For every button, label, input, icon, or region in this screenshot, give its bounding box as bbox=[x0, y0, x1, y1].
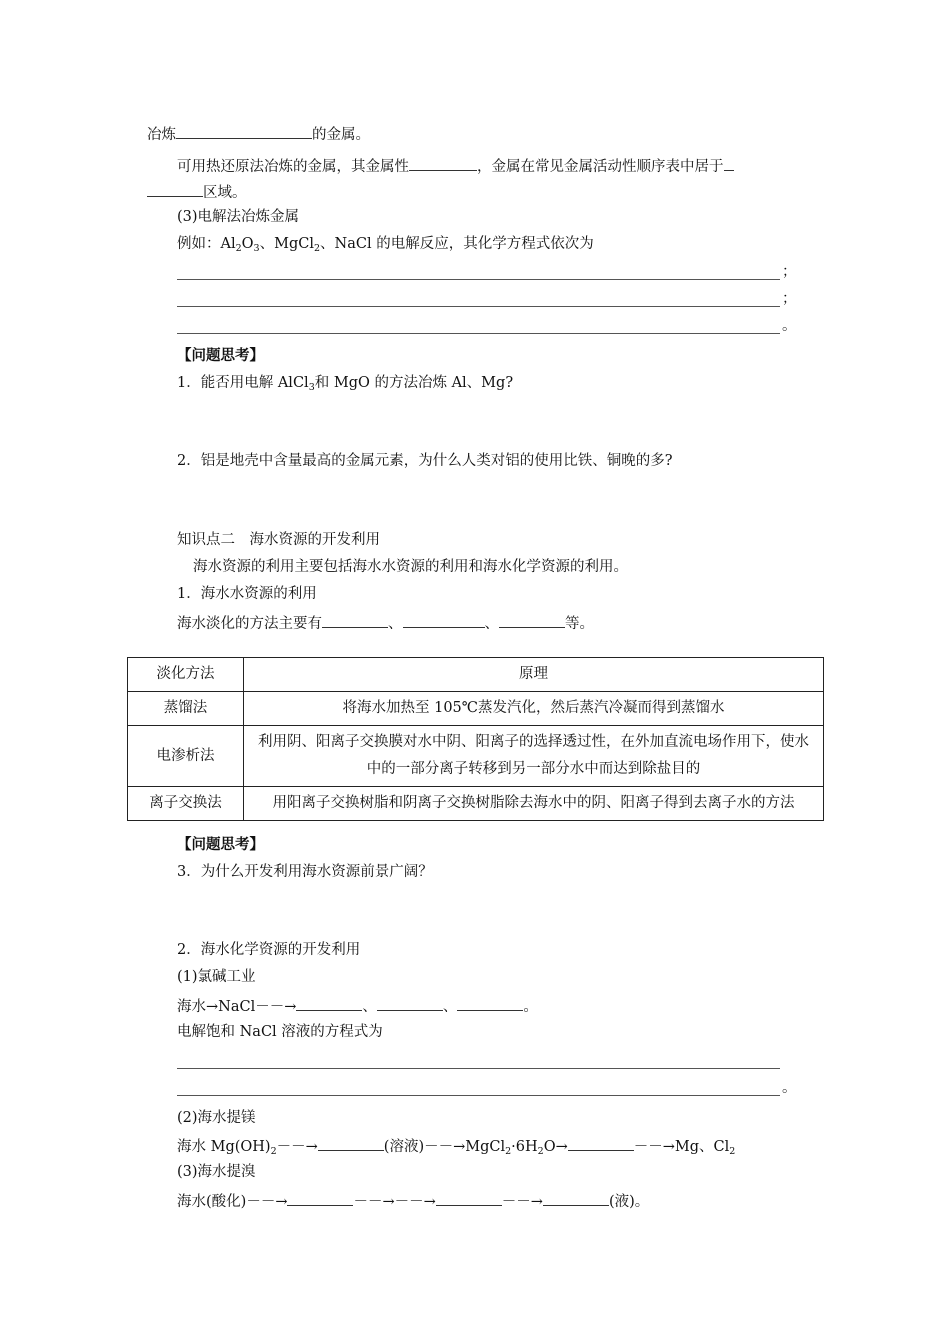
chlor-alkali-title: (1)氯碱工业 bbox=[177, 969, 256, 985]
principle-cell: 用阳离子交换树脂和阴离子交换树脂除去海水中的阴、阳离子得到去离子水的方法 bbox=[244, 787, 824, 821]
electrolysis-heading: (3)电解法冶炼金属 bbox=[177, 209, 300, 225]
blank[interactable] bbox=[377, 995, 443, 1011]
answer-line-1[interactable] bbox=[177, 279, 780, 280]
think-heading-2: 【问题思考】 bbox=[177, 836, 264, 853]
blank[interactable] bbox=[296, 995, 362, 1011]
semicolon: ； bbox=[782, 291, 797, 307]
desalination-table bbox=[127, 657, 824, 821]
header-principle: 原理 bbox=[244, 658, 824, 692]
method-cell: 蒸馏法 bbox=[128, 692, 244, 726]
blank[interactable] bbox=[568, 1135, 634, 1151]
blank[interactable] bbox=[499, 612, 565, 628]
answer-line-3[interactable] bbox=[177, 333, 780, 334]
blank[interactable] bbox=[403, 612, 485, 628]
table-header-row bbox=[128, 658, 824, 692]
blank[interactable] bbox=[176, 123, 312, 139]
bromine-line: 海水(酸化)－－→ －－→－－→ －－→ (液)。 bbox=[177, 1190, 649, 1212]
section-2-title: 2．海水化学资源的开发利用 bbox=[177, 942, 361, 958]
knowledge-point-2: 知识点二 海水资源的开发利用 bbox=[177, 532, 380, 548]
blank[interactable] bbox=[543, 1190, 609, 1206]
blank[interactable] bbox=[457, 995, 523, 1011]
l2-line: 可用热还原法冶炼的金属，其金属性 ，金属在常见金属活动性顺序表中居于 bbox=[177, 155, 734, 177]
answer-line-4[interactable] bbox=[177, 1068, 780, 1069]
method-cell: 电渗析法 bbox=[128, 726, 244, 787]
chlor-alkali-line: 海水→NaCl－－→ 、 、 。 bbox=[177, 995, 538, 1017]
magnesium-line: 海水 $Mg(OH)_2--\to$ (溶液)$--\to MgCl_2\cdot 6H_2O\to --\to Mg$、$Cl_2$ bbox=[177, 1135, 735, 1157]
section-1-title: 1．海水水资源的利用 bbox=[177, 586, 317, 602]
blank[interactable] bbox=[322, 612, 388, 628]
magnesium-title: (2)海水提镁 bbox=[177, 1110, 256, 1126]
table-row bbox=[128, 726, 824, 787]
header-method: 淡化方法 bbox=[128, 658, 244, 692]
l3-line: 区域。 bbox=[147, 181, 247, 203]
table-row bbox=[128, 692, 824, 726]
question-3: 3．为什么开发利用海水资源前景广阔？ bbox=[177, 864, 433, 880]
period: 。 bbox=[782, 1080, 797, 1096]
blank[interactable] bbox=[287, 1190, 353, 1206]
question-1: 1．能否用电解 AlCl$_3$和 MgO 的方法冶炼 Al、Mg? bbox=[177, 375, 514, 393]
principle-cell: 利用阴、阳离子交换膜对水中阴、阳离子的选择透过性，在外加直流电场作用下，使水中的一部分离子转移到另一部分水中而达到除盐目的 bbox=[244, 726, 824, 787]
blank[interactable] bbox=[436, 1190, 502, 1206]
method-cell: 离子交换法 bbox=[128, 787, 244, 821]
answer-line-5[interactable] bbox=[177, 1095, 780, 1096]
l5-line: 例如：$Al_2O_3$、MgCl$_2$、NaCl 的电解反应，其化学方程式依次为 bbox=[177, 236, 594, 254]
intro-text: 海水资源的利用主要包括海水水资源的利用和海水化学资源的利用。 bbox=[193, 559, 628, 575]
l1-line: 冶炼 的金属。 bbox=[147, 123, 370, 145]
semicolon: ； bbox=[782, 264, 797, 280]
answer-line-2[interactable] bbox=[177, 306, 780, 307]
bromine-title: (3)海水提溴 bbox=[177, 1164, 256, 1180]
period: 。 bbox=[782, 318, 797, 334]
think-heading: 【问题思考】 bbox=[177, 347, 264, 364]
table-row bbox=[128, 787, 824, 821]
blank[interactable] bbox=[724, 155, 734, 171]
electrolysis-equation-prompt: 电解饱和 NaCl 溶液的方程式为 bbox=[177, 1024, 383, 1040]
question-2: 2．铝是地壳中含量最高的金属元素，为什么人类对铝的使用比铁、铜晚的多? bbox=[177, 453, 673, 469]
blank[interactable] bbox=[147, 181, 203, 197]
principle-cell: 将海水加热至 105℃蒸发汽化，然后蒸汽冷凝而得到蒸馏水 bbox=[244, 692, 824, 726]
desal-line: 海水淡化的方法主要有 、 、 等。 bbox=[177, 612, 594, 634]
blank[interactable] bbox=[409, 155, 477, 171]
blank[interactable] bbox=[318, 1135, 384, 1151]
